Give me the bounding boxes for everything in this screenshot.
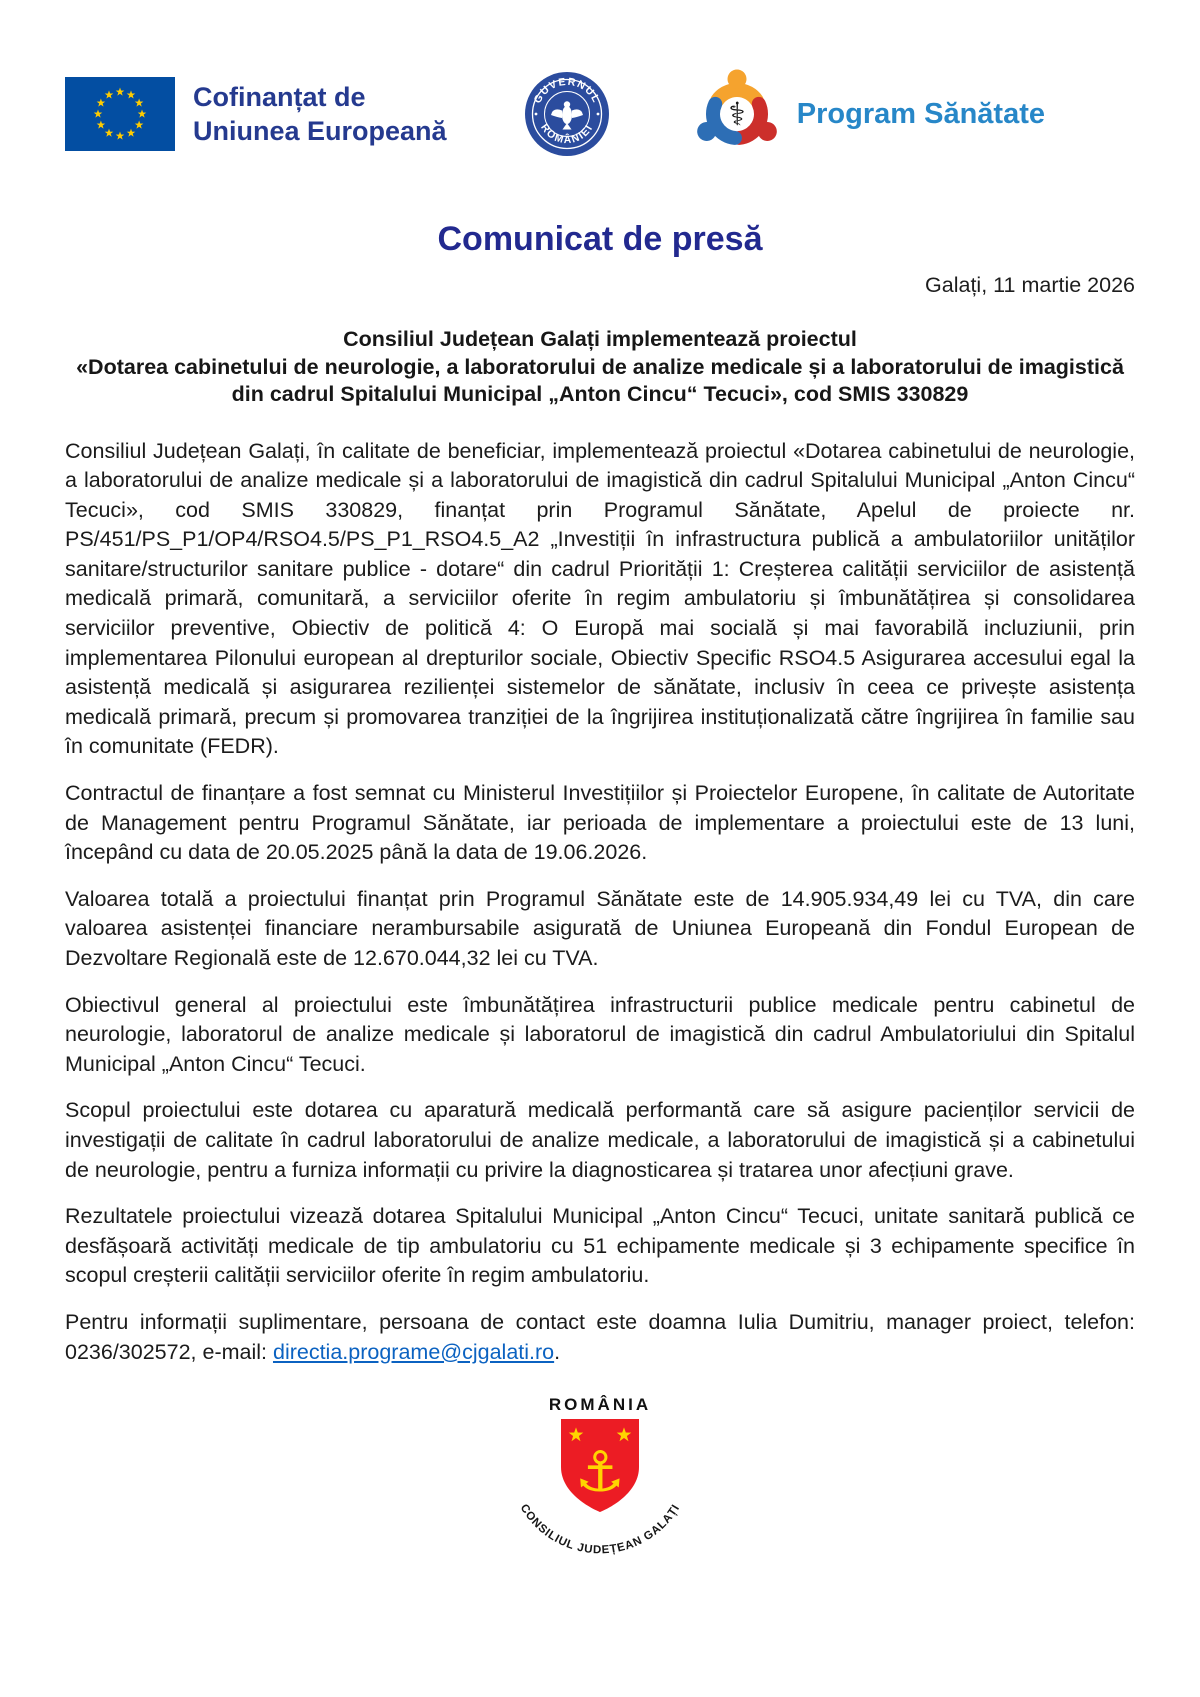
eu-flag-icon	[65, 77, 175, 151]
heading-line2: «Dotarea cabinetului de neurologie, a laboratorului de analize medicale și a laboratorului de imagistică din cadrul Spitalului Municipal „Anton Cincu“ Tecuci», cod SMIS 330829	[76, 354, 1124, 406]
header-logos	[65, 60, 1045, 168]
heading-line1: Consiliul Județean Galați implementează proiectul	[343, 327, 857, 351]
document-body	[65, 437, 1135, 1368]
footer-coat-of-arms	[65, 1395, 1135, 1577]
program-sanatate-icon	[687, 64, 787, 164]
body-paragraph-2: Contractul de finanțare a fost semnat cu Ministerul Investițiilor și Proiectelor Europene, în calitate de Autoritate de Management pentru Programul Sănătate, iar perioada de implementare a proiectului este de 13 luni, începând cu data de 20.05.2025 până la data de 19.06.2026.	[65, 781, 1135, 865]
contact-paragraph	[65, 1308, 1135, 1367]
program-sanatate-label: Program Sănătate	[796, 97, 1045, 130]
eu-cofunded-line1: Cofinanțat de	[193, 82, 366, 112]
eu-cofunded-line2: Uniunea Europeană	[193, 116, 447, 146]
gov-seal-top-text: GUVERNUL	[531, 75, 603, 106]
program-sanatate-logo	[687, 64, 1045, 164]
body-paragraph-6: Rezultatele proiectului vizează dotarea Spitalului Municipal „Anton Cincu“ Tecuci, unitate sanitară publică ce desfășoară activități medicale de tip ambulatoriu cu 51 echipamente medicale și 3 echipamente specifice în scopul creșterii calității serviciilor oferite în regim ambulatoriu.	[65, 1204, 1135, 1288]
caduceus-icon: ⚕	[728, 95, 746, 133]
eu-cofunded-logo	[65, 77, 447, 151]
footer-country-label: ROMÂNIA	[548, 1395, 652, 1415]
body-paragraph-1: Consiliul Județean Galați, în calitate de beneficiar, implementează proiectul «Dotarea cabinetului de neurologie, a laboratorului de analize medicale și a laboratorului de imagistică din cadrul Spitalului Municipal „Anton Cincu“ Tecuci», cod SMIS 330829, finanțat prin Programul Sănătate, Apelul de proiecte nr. PS/451/PS_P1/OP4/RSO4.5/PS_P1_RSO4.5_A2 „Investiții în infrastructura publică a ambulatoriilor unităților sanitare/structurilor sanitare publice - dotare“ din cadrul Priorității 1: Creșterea calității serviciilor de asistență medicală primară, comunitară, a serviciilor oferite în regim ambulatoriu și îmbunătățirea și consolidarea serviciilor preventive, Obiectiv de politică 4: O Europă mai socială și mai favorabilă incluziunii, prin implementarea Pilonului european al drepturilor sociale, Obiectiv Specific RSO4.5 Asigurarea accesului egal la asistență medicală și asigurarea rezilienței sistemelor de sănătate, inclusiv în ceea ce privește asistența medicală primară, precum și promovarea tranziției de la îngrijirea instituționalizată către îngrijirea în familie sau în comunitate (FEDR).	[65, 438, 1135, 759]
page-title: Comunicat de presă	[437, 220, 763, 258]
gov-seal-bottom-text: ROMÂNIEI	[537, 121, 596, 147]
body-paragraph-3: Valoarea totală a proiectului finanțat prin Programul Sănătate este de 14.905.934,49 lei cu TVA, din care valoarea asistenței financiare nerambursabile asigurată de Uniunea Europeană din Fondul European de Dezvoltare Regională este de 12.670.044,32 lei cu TVA.	[65, 886, 1135, 970]
contact-suffix: .	[554, 1339, 561, 1364]
romanian-government-seal-icon	[524, 71, 610, 157]
body-paragraph-5: Scopul proiectului este dotarea cu aparatură medicală performantă care să asigure pacienților servicii de investigații de calitate în cadrul laboratorului de analize medicale, a laboratorului de imagistică și a cabinetului de neurologie, pentru a furniza informații cu privire la diagnosticarea și tratarea unor afecțiuni grave.	[65, 1098, 1135, 1182]
galati-county-shield-icon	[505, 1415, 695, 1577]
document-heading	[65, 326, 1135, 409]
eu-cofunded-label	[193, 80, 447, 148]
email-link[interactable]: directia.programe@cjgalati.ro	[272, 1339, 555, 1364]
body-paragraph-4: Obiectivul general al proiectului este îmbunătățirea infrastructurii publice medicale pentru cabinetul de neurologie, laboratorul de analize medicale și laboratorul de imagistică din cadrul Ambulatoriului din Spitalul Municipal „Anton Cincu“ Tecuci.	[65, 992, 1135, 1076]
anchor-icon: ⚓	[574, 1440, 626, 1506]
contact-text: Pentru informații suplimentare, persoana de contact este doamna Iulia Dumitriu, manager proiect, telefon: 0236/302572, e-mail:	[65, 1309, 1135, 1364]
footer-council-label: CONSILIUL JUDEȚEAN GALAȚI	[517, 1502, 683, 1557]
dateline: Galați, 11 martie 2026	[925, 273, 1135, 297]
